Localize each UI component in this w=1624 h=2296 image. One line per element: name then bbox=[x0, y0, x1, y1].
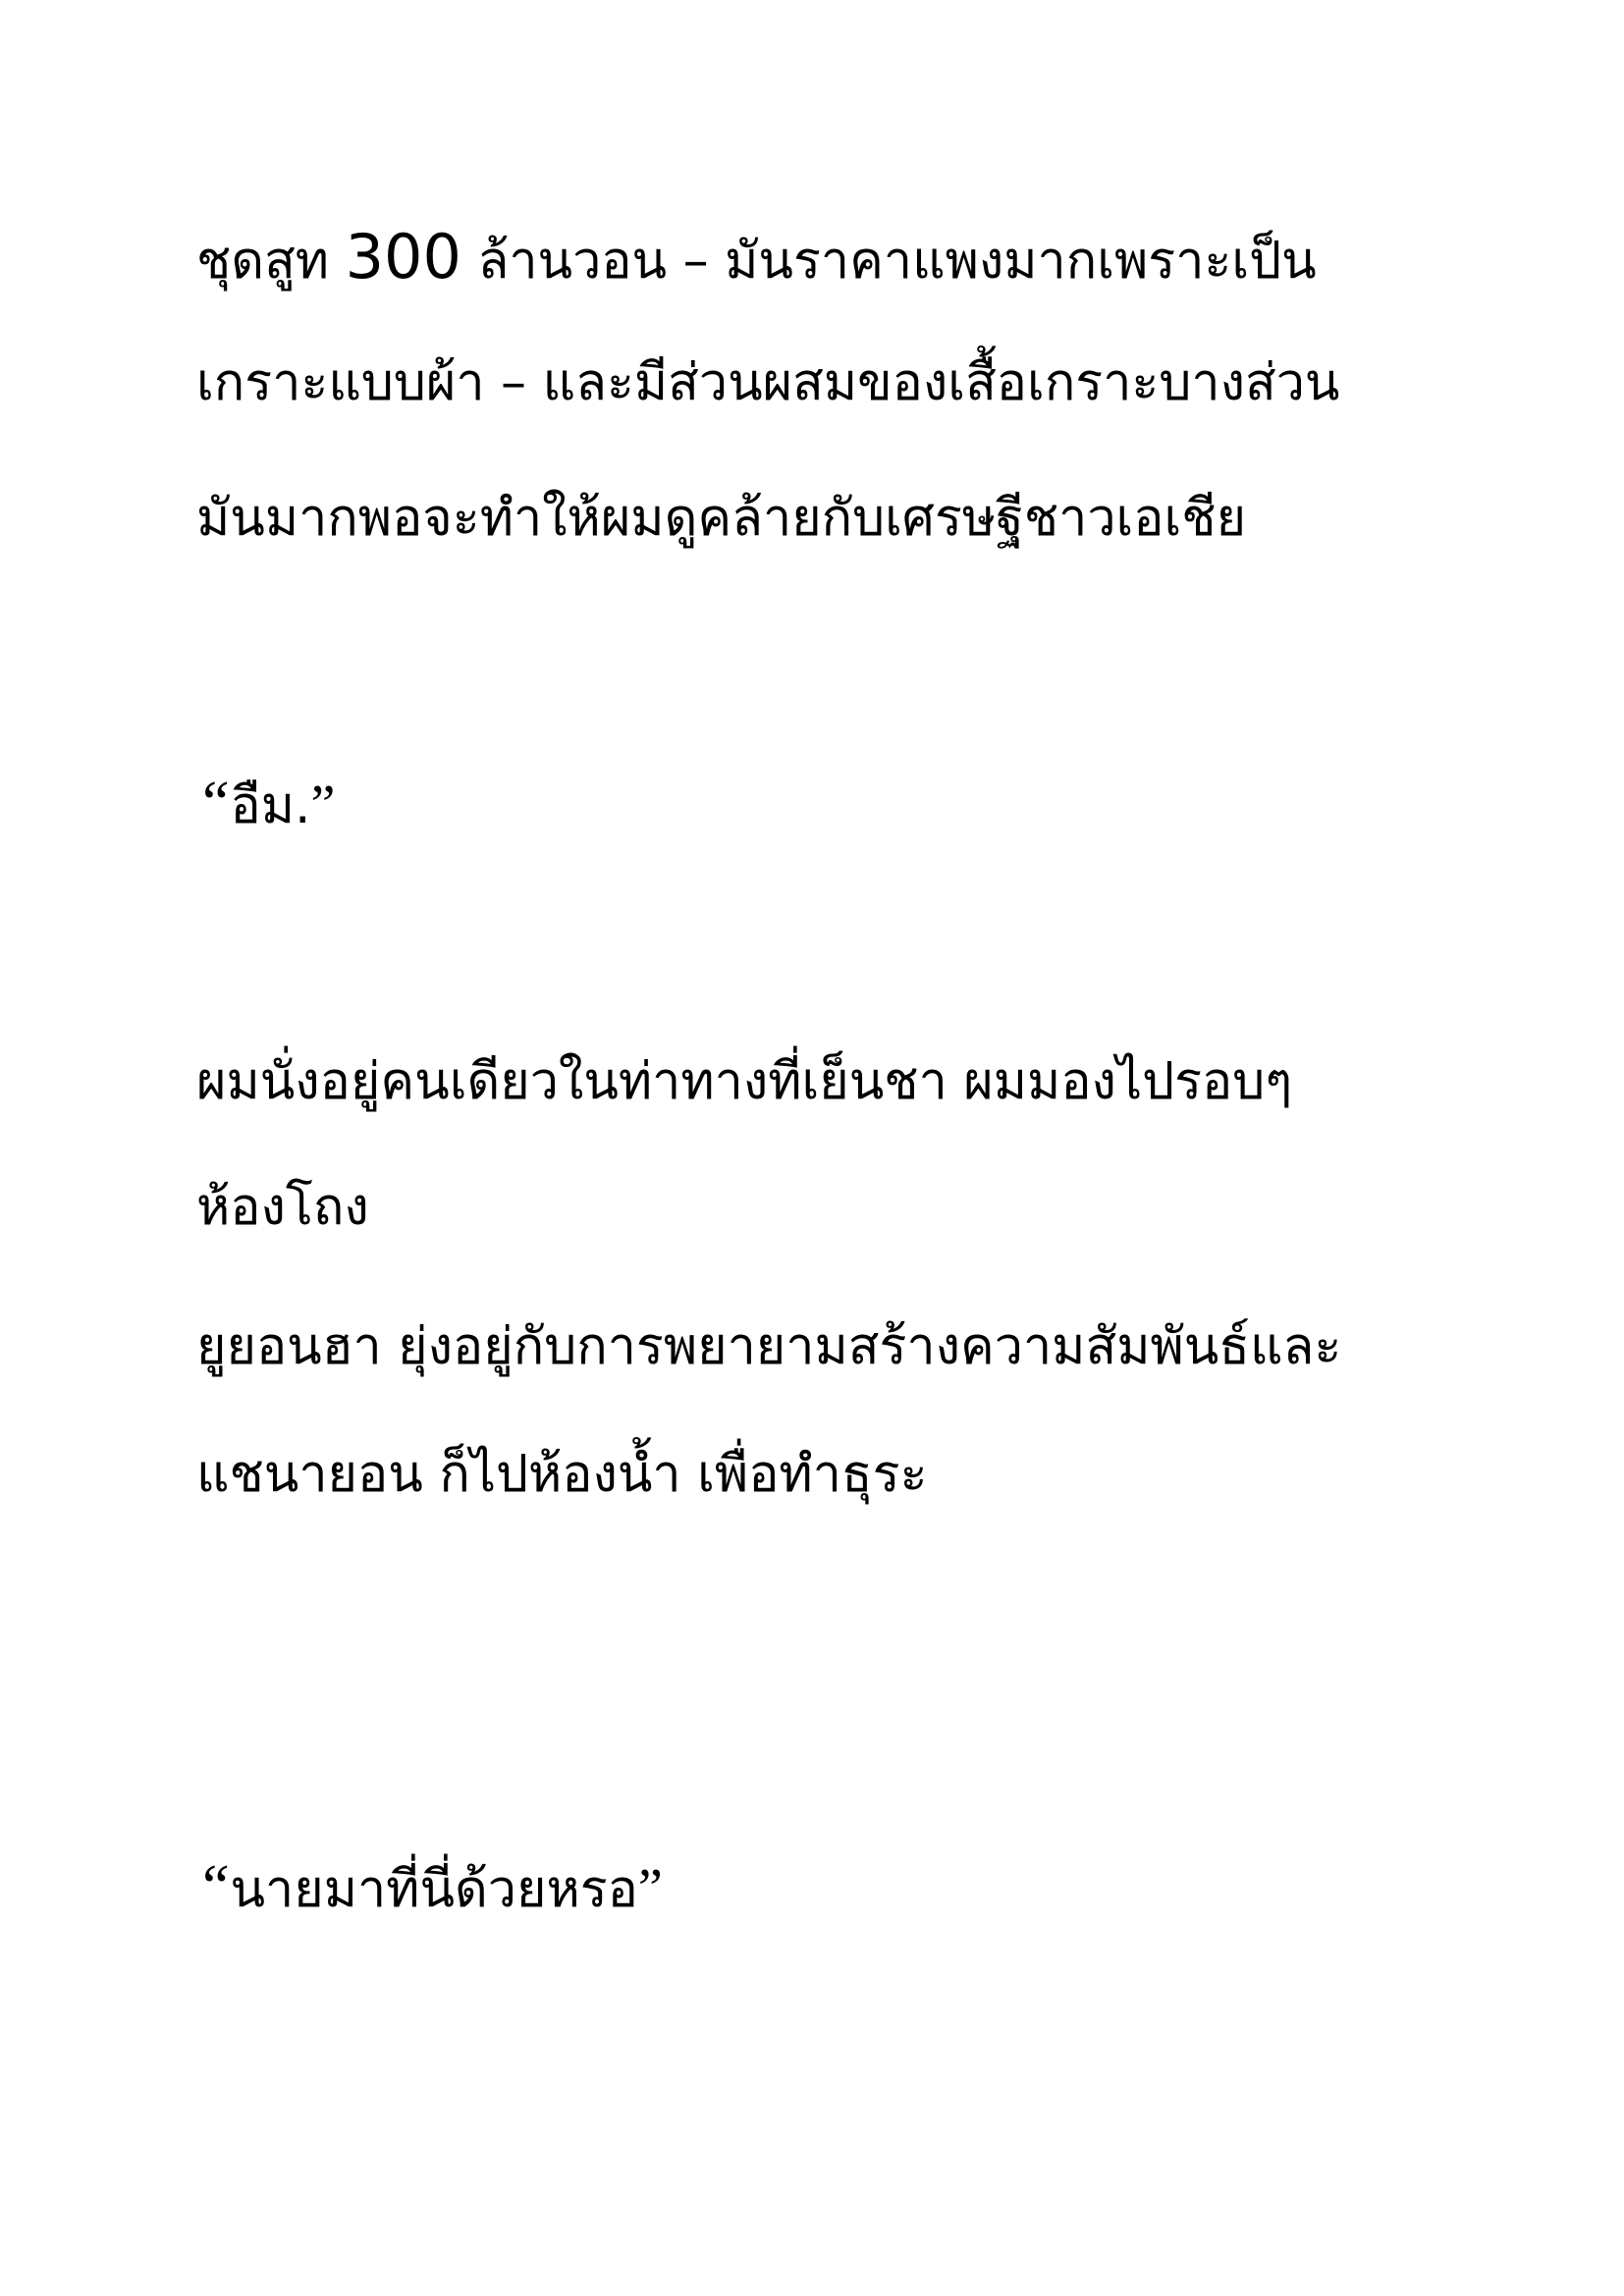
dialogue-text: อืม. bbox=[230, 776, 311, 835]
number-300: 300 bbox=[345, 221, 461, 293]
paragraph-2-line-2: ห้องโถง bbox=[196, 1178, 369, 1237]
open-quote: “ bbox=[196, 1853, 231, 1920]
paragraph-1-line-3: มันมากพอจะทำให้ผมดูคล้ายกับเศรษฐีชาวเอเชีย bbox=[196, 489, 1247, 548]
dialogue-1 bbox=[196, 764, 335, 845]
open-quote: “ bbox=[196, 770, 231, 836]
paragraph-2-line-4: แชนายอน ก็ไปห้องน้ำ เพื่อทำธุระ bbox=[196, 1445, 928, 1504]
text-segment: ชุดสูท bbox=[196, 232, 346, 291]
dialogue-text: นายมาที่นี่ด้วยหรอ bbox=[230, 1860, 638, 1919]
dialogue-2 bbox=[196, 1847, 663, 1929]
paragraph-2-line-3: ยูยอนฮา ยุ่งอยู่กับการพยายามสร้างความสัมพันธ์และ bbox=[196, 1317, 1342, 1376]
paragraph-1-line-2: เกราะแบบผ้า – และมีส่วนผสมของเสื้อเกราะบางส่วน bbox=[196, 353, 1340, 412]
close-quote: ” bbox=[637, 1858, 663, 1919]
paragraph-2-line-1: ผมนั่งอยู่คนเดียวในท่าทางที่เย็นชา ผมมองไปรอบๆ bbox=[196, 1052, 1293, 1111]
paragraph-1-line-1 bbox=[196, 218, 1317, 300]
text-segment: ล้านวอน – มันราคาแพงมากเพราะเป็น bbox=[460, 232, 1317, 291]
close-quote: ” bbox=[310, 774, 336, 835]
